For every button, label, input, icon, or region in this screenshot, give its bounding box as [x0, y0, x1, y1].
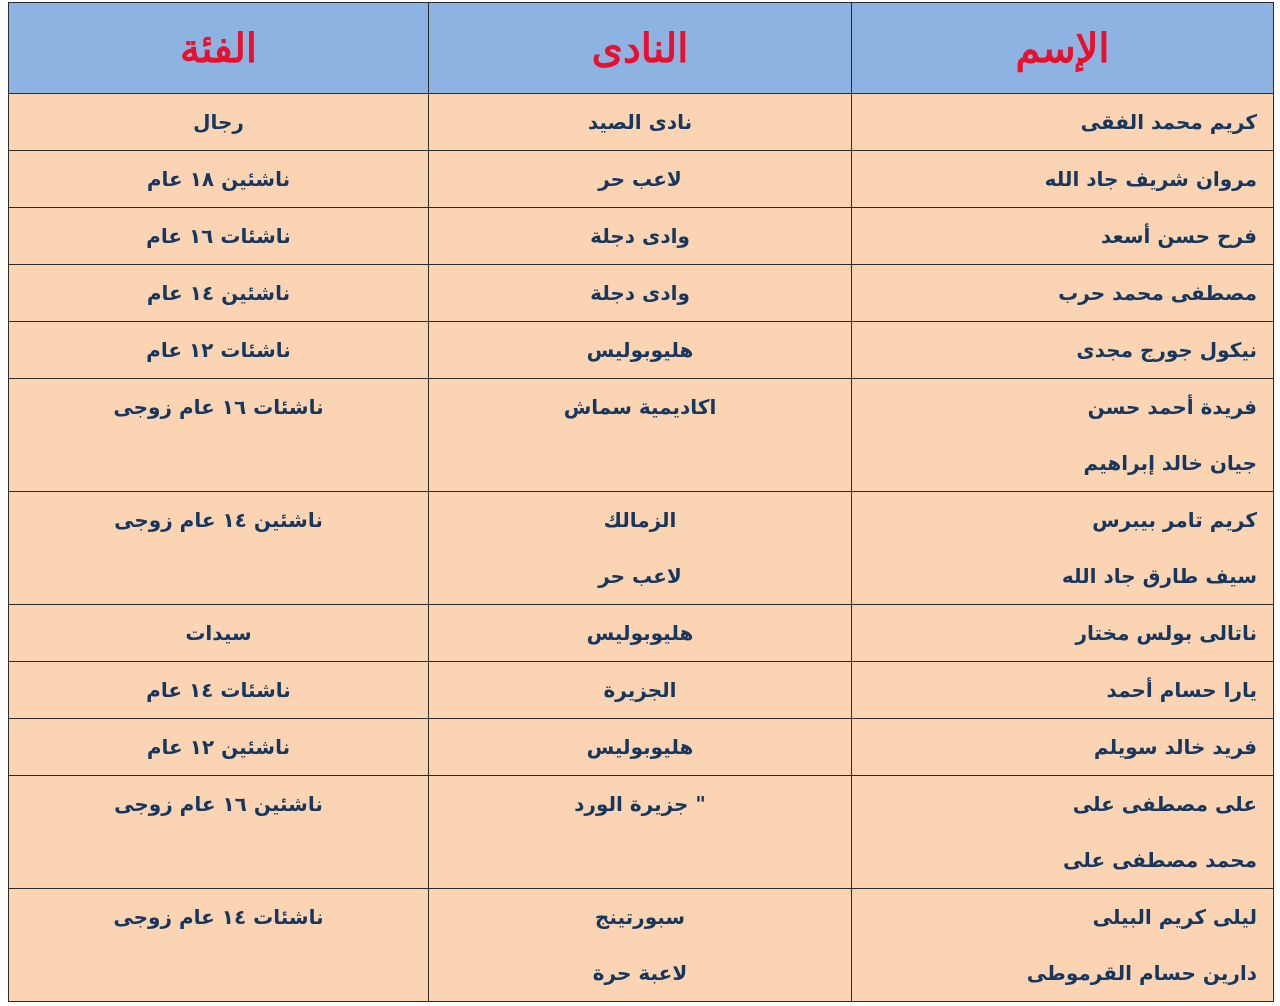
name-cell — [852, 662, 1274, 719]
club-name: سبورتينج — [594, 905, 686, 929]
category-cell — [9, 776, 429, 889]
category-label: ناشئات ١٢ عام — [146, 338, 291, 362]
player-name: كريم محمد الفقى — [1080, 110, 1257, 134]
table-row — [9, 662, 1274, 719]
registration-table — [8, 2, 1274, 1002]
player-name: على مصطفى على — [1072, 792, 1257, 816]
category-cell — [9, 322, 429, 379]
player-name: ناتالى بولس مختار — [1075, 621, 1257, 645]
category-label: ناشئين ١٤ عام زوجى — [114, 508, 323, 532]
club-name: وادى دجلة — [590, 224, 690, 248]
name-cell — [852, 208, 1274, 265]
table-row — [9, 889, 1274, 1002]
name-cell — [852, 265, 1274, 322]
player-name: سيف طارق جاد الله — [1061, 564, 1257, 588]
club-cell — [429, 151, 852, 208]
category-cell — [9, 151, 429, 208]
category-cell — [9, 265, 429, 322]
category-label: ناشئين ١٢ عام — [146, 735, 291, 759]
name-cell — [852, 776, 1274, 889]
player-name: ليلى كريم البيلى — [1092, 905, 1257, 929]
club-name: الزمالك — [603, 508, 677, 532]
player-name: مصطفى محمد حرب — [1058, 281, 1257, 305]
player-name: نيكول جورج مجدى — [1076, 338, 1257, 362]
header-category: الفئة — [9, 3, 429, 94]
table-row — [9, 265, 1274, 322]
table-row — [9, 605, 1274, 662]
category-label: ناشئين ١٨ عام — [146, 167, 291, 191]
name-cell — [852, 492, 1274, 605]
club-name: لاعب حر — [598, 564, 682, 588]
club-cell — [429, 776, 852, 889]
name-cell — [852, 322, 1274, 379]
club-cell — [429, 265, 852, 322]
category-cell — [9, 719, 429, 776]
club-cell — [429, 322, 852, 379]
name-cell — [852, 605, 1274, 662]
club-cell — [429, 208, 852, 265]
category-label: ناشئين ١٤ عام — [146, 281, 291, 305]
club-cell — [429, 662, 852, 719]
category-label: ناشئات ١٤ عام — [146, 678, 291, 702]
club-cell — [429, 492, 852, 605]
player-name: مروان شريف جاد الله — [1044, 167, 1257, 191]
table-row — [9, 94, 1274, 151]
category-cell — [9, 208, 429, 265]
header-name: الإسم — [852, 3, 1274, 94]
player-name: محمد مصطفى على — [1063, 848, 1257, 872]
table-row — [9, 208, 1274, 265]
name-cell — [852, 379, 1274, 492]
player-name: فرح حسن أسعد — [1100, 224, 1257, 248]
club-name: هليوبوليس — [586, 338, 694, 362]
club-name: اكاديمية سماش — [563, 395, 717, 419]
table-row — [9, 719, 1274, 776]
table-row — [9, 776, 1274, 889]
player-name: جيان خالد إبراهيم — [1083, 451, 1257, 475]
name-cell — [852, 889, 1274, 1002]
club-name: الجزيرة — [603, 678, 677, 702]
club-cell — [429, 94, 852, 151]
club-name: لاعب حر — [598, 167, 682, 191]
category-cell — [9, 662, 429, 719]
header-row — [9, 3, 1274, 94]
club-name: " جزيرة الورد — [574, 792, 706, 816]
player-name: فريد خالد سويلم — [1093, 735, 1257, 759]
category-label: ناشئات ١٤ عام زوجى — [113, 905, 324, 929]
table-row — [9, 379, 1274, 492]
club-cell — [429, 889, 852, 1002]
club-name: نادى الصيد — [587, 110, 693, 134]
category-label: رجال — [193, 110, 244, 134]
table-row — [9, 322, 1274, 379]
player-name: دارين حسام القرموطى — [1026, 961, 1257, 985]
category-cell — [9, 94, 429, 151]
player-name: كريم تامر بيبرس — [1092, 508, 1257, 532]
club-name: هليوبوليس — [586, 621, 694, 645]
category-label: ناشئات ١٦ عام زوجى — [113, 395, 324, 419]
category-cell — [9, 605, 429, 662]
category-cell — [9, 492, 429, 605]
category-cell — [9, 889, 429, 1002]
club-name: لاعبة حرة — [592, 961, 688, 985]
category-label: ناشئات ١٦ عام — [146, 224, 291, 248]
table-body — [9, 94, 1274, 1002]
name-cell — [852, 151, 1274, 208]
category-label: ناشئين ١٦ عام زوجى — [114, 792, 323, 816]
player-name: فريدة أحمد حسن — [1087, 395, 1257, 419]
table-row — [9, 492, 1274, 605]
header-club: النادى — [429, 3, 852, 94]
category-cell — [9, 379, 429, 492]
name-cell — [852, 719, 1274, 776]
club-name: هليوبوليس — [586, 735, 694, 759]
club-cell — [429, 379, 852, 492]
player-name: يارا حسام أحمد — [1106, 678, 1257, 702]
table-row — [9, 151, 1274, 208]
club-cell — [429, 719, 852, 776]
club-name: وادى دجلة — [590, 281, 690, 305]
category-label: سيدات — [185, 621, 252, 645]
club-cell — [429, 605, 852, 662]
name-cell — [852, 94, 1274, 151]
